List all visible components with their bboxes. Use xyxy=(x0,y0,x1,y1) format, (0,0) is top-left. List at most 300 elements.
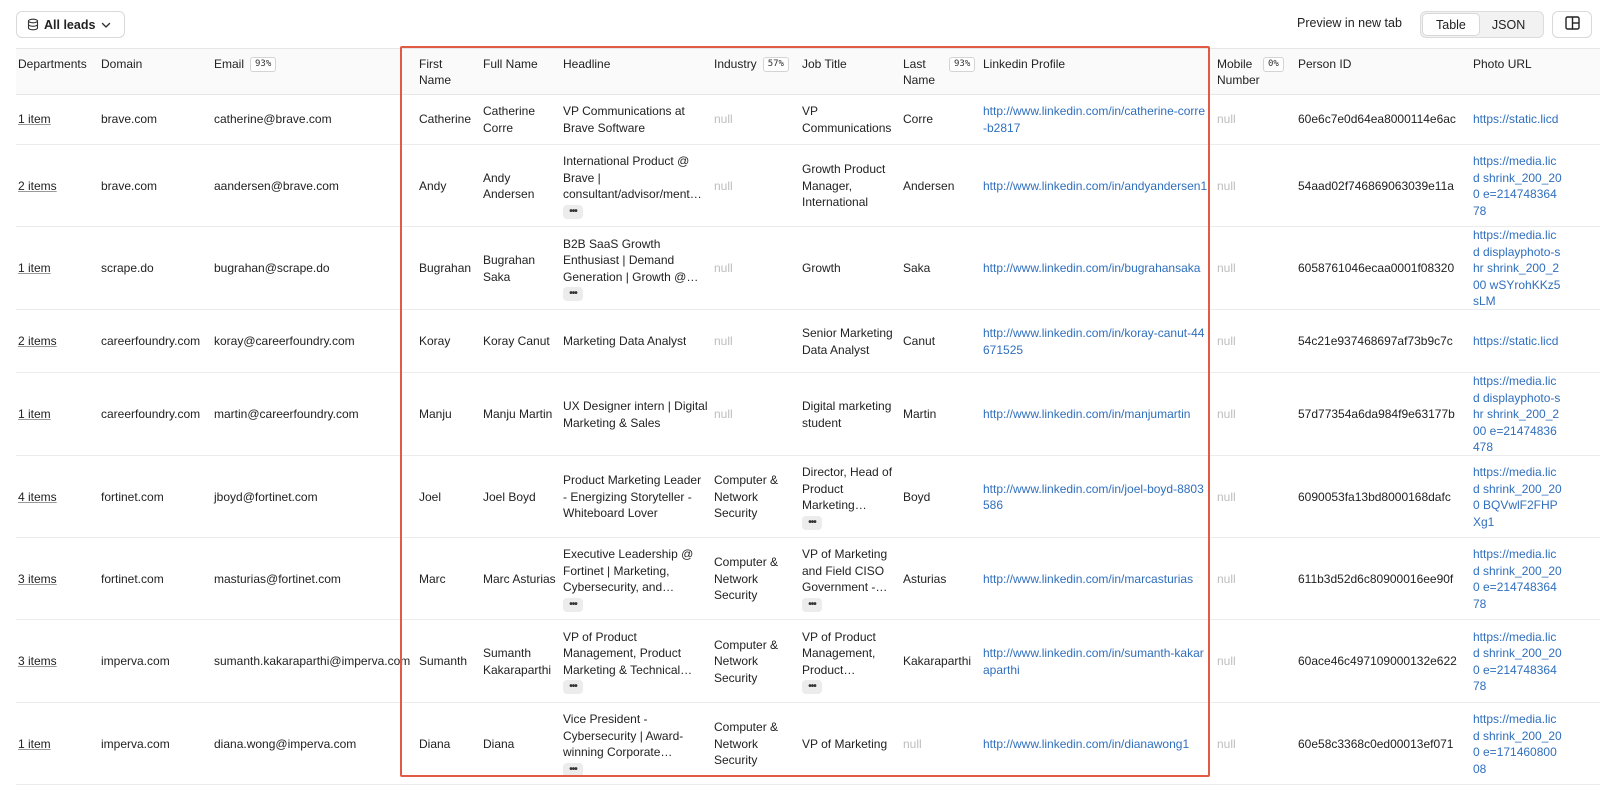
cell-linkedin[interactable] xyxy=(983,703,1208,785)
cell-job-title xyxy=(802,227,897,310)
cell-domain xyxy=(101,227,211,310)
cell-text: http://www.linkedin.com/in/joel-boyd-8803586 xyxy=(983,481,1204,512)
cell-email xyxy=(214,94,414,145)
cell-content xyxy=(563,333,686,350)
cell-email xyxy=(214,620,414,703)
cell-text: https://media.licd shrink_200_200 e=21474836478 xyxy=(1473,547,1562,611)
cell-person-id xyxy=(1298,227,1468,310)
cell-text: martin@careerfoundry.com xyxy=(214,407,359,422)
cell-text: bugrahan@scrape.do xyxy=(214,261,330,276)
cell-content xyxy=(1298,736,1453,753)
cell-text: http://www.linkedin.com/in/andyandersen1 xyxy=(983,178,1208,193)
cell-photo[interactable] xyxy=(1473,456,1600,538)
cell-domain xyxy=(101,94,211,145)
cell-content xyxy=(101,489,164,506)
more-button[interactable]: ••• xyxy=(802,680,822,694)
cell-photo[interactable] xyxy=(1473,94,1600,145)
cell-text: 6090053fa13bd8000168dafc xyxy=(1298,489,1451,504)
cell-content xyxy=(419,111,471,128)
column-header-industry[interactable] xyxy=(714,56,789,72)
cell-last-name xyxy=(903,538,978,620)
cell-mobile xyxy=(1217,620,1292,703)
cell-full-name xyxy=(483,227,558,310)
cell-text: null xyxy=(714,261,733,276)
cell-departments[interactable] xyxy=(18,538,98,620)
cell-content xyxy=(101,178,157,195)
cell-headline xyxy=(563,538,708,620)
cell-content xyxy=(802,260,841,277)
cell-content xyxy=(483,571,556,588)
cell-content xyxy=(1473,546,1563,612)
cell-photo[interactable] xyxy=(1473,373,1600,456)
more-button[interactable]: ••• xyxy=(802,598,822,612)
cell-content xyxy=(714,472,799,522)
cell-text: null xyxy=(714,178,733,193)
cell-content xyxy=(101,260,154,277)
cell-text: 3 items xyxy=(18,571,57,586)
column-header-label: Last Name xyxy=(903,57,936,87)
cell-content xyxy=(18,111,51,128)
cell-linkedin[interactable] xyxy=(983,456,1208,538)
cell-text: 1 item xyxy=(18,407,51,422)
column-header-full-name[interactable] xyxy=(483,56,538,72)
cell-text: Manju xyxy=(419,407,452,422)
cell-text: scrape.do xyxy=(101,261,154,276)
tab-json[interactable]: JSON xyxy=(1491,17,1526,32)
column-header-mobile[interactable] xyxy=(1217,56,1284,88)
column-header-job-title[interactable] xyxy=(802,56,847,72)
column-header-label: Industry xyxy=(714,57,757,71)
cell-content xyxy=(714,260,733,277)
cell-person-id xyxy=(1298,456,1468,538)
cell-headline xyxy=(563,456,708,538)
cell-content xyxy=(563,103,708,136)
cell-person-id xyxy=(1298,703,1468,785)
cell-content xyxy=(903,406,936,423)
cell-text: Director, Head of Product Marketing… xyxy=(802,465,893,513)
cell-first-name xyxy=(419,620,479,703)
preview-in-new-tab-link[interactable]: Preview in new tab xyxy=(1297,16,1402,30)
cell-content xyxy=(101,406,200,423)
cell-full-name xyxy=(483,145,558,227)
cell-text: careerfoundry.com xyxy=(101,334,201,349)
cell-photo[interactable] xyxy=(1473,538,1600,620)
cell-text: UX Designer intern | Digital Marketing & Sales xyxy=(563,399,708,430)
table-row xyxy=(16,703,1600,785)
cell-content xyxy=(483,103,558,136)
cell-departments[interactable] xyxy=(18,227,98,310)
cell-content xyxy=(802,398,897,431)
column-header-first-name[interactable] xyxy=(419,56,467,88)
cell-domain xyxy=(101,620,211,703)
cell-full-name xyxy=(483,703,558,785)
cell-person-id xyxy=(1298,538,1468,620)
cell-last-name xyxy=(903,456,978,538)
cell-full-name xyxy=(483,620,558,703)
cell-text: 57d77354a6da984f9e63177b xyxy=(1298,407,1455,422)
cell-text: Catherine xyxy=(419,112,472,127)
column-header-linkedin[interactable] xyxy=(983,56,1065,72)
column-header-email[interactable] xyxy=(214,56,276,72)
cell-text: https://media.licd shrink_200_200 e=21474836478 xyxy=(1473,154,1562,218)
cell-text: careerfoundry.com xyxy=(101,407,201,422)
table-header xyxy=(16,48,1600,95)
cell-text: VP of Product Management, Product Marketing & Technical… xyxy=(563,629,693,677)
cell-departments[interactable] xyxy=(18,310,98,373)
cell-content xyxy=(18,571,57,588)
cell-content xyxy=(983,325,1208,358)
cell-mobile xyxy=(1217,703,1292,785)
layout-toggle-button[interactable] xyxy=(1552,11,1592,38)
cell-industry xyxy=(714,145,799,227)
cell-linkedin[interactable] xyxy=(983,227,1208,310)
cell-text: Digital marketing student xyxy=(802,399,892,430)
cell-content xyxy=(903,111,933,128)
cell-content xyxy=(802,629,897,695)
cell-content xyxy=(983,481,1208,514)
cell-headline xyxy=(563,145,708,227)
cell-text: Bugrahan Saka xyxy=(483,253,536,284)
cell-text: VP of Marketing and Field CISO Government -… xyxy=(802,547,888,595)
cell-content xyxy=(419,653,467,670)
cell-text: Product Marketing Leader - Energizing Storyteller - Whiteboard Lover xyxy=(563,473,702,521)
cell-full-name xyxy=(483,538,558,620)
cell-headline xyxy=(563,620,708,703)
cell-text: 60e6c7e0d64ea8000114e6ac xyxy=(1298,112,1456,127)
cell-job-title xyxy=(802,538,897,620)
cell-email xyxy=(214,456,414,538)
cell-content xyxy=(1217,260,1236,277)
cell-photo[interactable] xyxy=(1473,227,1600,310)
cell-text: VP Communications at Brave Software xyxy=(563,104,685,135)
all-leads-dropdown[interactable] xyxy=(16,11,125,38)
cell-content xyxy=(101,111,157,128)
cell-text: Joel Boyd xyxy=(483,489,536,504)
cell-headline xyxy=(563,94,708,145)
cell-text: null xyxy=(1217,112,1236,127)
cell-content xyxy=(419,178,446,195)
all-leads-label: All leads xyxy=(44,17,96,32)
cell-text: 60ace46c497109000132e622 xyxy=(1298,654,1457,669)
cell-text: Catherine Corre xyxy=(483,104,536,135)
cell-job-title xyxy=(802,145,897,227)
column-header-label: Domain xyxy=(101,57,143,71)
cell-text: Koray Canut xyxy=(483,334,550,349)
cell-content xyxy=(214,406,359,423)
cell-job-title xyxy=(802,310,897,373)
cell-full-name xyxy=(483,456,558,538)
cell-industry xyxy=(714,373,799,456)
table-row xyxy=(16,620,1600,703)
cell-content xyxy=(18,653,57,670)
cell-content xyxy=(903,333,935,350)
cell-content xyxy=(1473,111,1558,128)
cell-domain xyxy=(101,538,211,620)
cell-text: 1 item xyxy=(18,261,51,276)
cell-content xyxy=(214,571,341,588)
cell-text: http://www.linkedin.com/in/marcasturias xyxy=(983,571,1194,586)
cell-job-title xyxy=(802,456,897,538)
cell-content xyxy=(483,489,536,506)
cell-headline xyxy=(563,373,708,456)
cell-content xyxy=(1298,653,1457,670)
cell-job-title xyxy=(802,373,897,456)
cell-email xyxy=(214,538,414,620)
cell-departments[interactable] xyxy=(18,373,98,456)
cell-content xyxy=(483,333,550,350)
cell-text: Executive Leadership @ Fortinet | Marketing, Cybersecurity, and… xyxy=(563,547,694,595)
cell-text: 60e58c3368c0ed00013ef071 xyxy=(1298,736,1454,751)
cell-text: null xyxy=(1217,261,1236,276)
cell-content xyxy=(214,111,332,128)
cell-last-name xyxy=(903,94,978,145)
cell-content xyxy=(419,333,450,350)
cell-domain xyxy=(101,145,211,227)
cell-domain xyxy=(101,373,211,456)
cell-photo[interactable] xyxy=(1473,145,1600,227)
cell-departments[interactable] xyxy=(18,456,98,538)
cell-text: 4 items xyxy=(18,489,57,504)
cell-text: Asturias xyxy=(903,571,947,586)
cell-text: Andy Andersen xyxy=(483,170,535,201)
cell-text: null xyxy=(1217,178,1236,193)
cell-last-name xyxy=(903,145,978,227)
cell-text: http://www.linkedin.com/in/catherine-corre-b2817 xyxy=(983,104,1206,135)
cell-text: null xyxy=(1217,571,1236,586)
cell-first-name xyxy=(419,456,479,538)
cell-content xyxy=(1298,260,1454,277)
cell-content xyxy=(483,736,514,753)
cell-mobile xyxy=(1217,373,1292,456)
cell-text: masturias@fortinet.com xyxy=(214,571,341,586)
cell-content xyxy=(214,653,410,670)
cell-content xyxy=(1473,711,1563,777)
cell-photo[interactable] xyxy=(1473,620,1600,703)
cell-content xyxy=(802,325,897,358)
cell-person-id xyxy=(1298,373,1468,456)
cell-content xyxy=(483,252,558,285)
cell-text: https://media.licd shrink_200_200 e=21474836478 xyxy=(1473,629,1562,693)
table-row xyxy=(16,456,1600,538)
cell-content xyxy=(101,653,170,670)
cell-content xyxy=(563,398,708,431)
tab-table[interactable]: Table xyxy=(1423,14,1479,35)
cell-content xyxy=(983,103,1208,136)
column-header-domain[interactable] xyxy=(101,56,142,72)
cell-email xyxy=(214,310,414,373)
more-button[interactable]: ••• xyxy=(563,598,583,612)
cell-text: Marketing Data Analyst xyxy=(563,334,687,349)
cell-text: VP of Marketing xyxy=(802,736,888,751)
cell-email xyxy=(214,373,414,456)
cell-text: null xyxy=(1217,334,1236,349)
cell-email xyxy=(214,227,414,310)
cell-departments[interactable] xyxy=(18,620,98,703)
cell-content xyxy=(983,645,1208,678)
cell-text: null xyxy=(714,112,733,127)
cell-content xyxy=(983,260,1200,277)
cell-text: Martin xyxy=(903,407,937,422)
cell-first-name xyxy=(419,310,479,373)
cell-content xyxy=(1298,111,1456,128)
column-header-headline[interactable] xyxy=(563,56,610,72)
cell-mobile xyxy=(1217,94,1292,145)
cell-mobile xyxy=(1217,310,1292,373)
cell-content xyxy=(714,333,733,350)
cell-linkedin[interactable] xyxy=(983,310,1208,373)
cell-industry xyxy=(714,94,799,145)
cell-content xyxy=(419,736,450,753)
table-row xyxy=(16,373,1600,456)
cell-content xyxy=(714,406,733,423)
cell-content xyxy=(1298,333,1453,350)
table-row xyxy=(16,94,1600,145)
cell-departments[interactable] xyxy=(18,703,98,785)
cell-departments[interactable] xyxy=(18,145,98,227)
cell-text: catherine@brave.com xyxy=(214,112,332,127)
column-header-person-id[interactable] xyxy=(1298,56,1351,72)
cell-full-name xyxy=(483,373,558,456)
cell-text: https://media.licd shrink_200_200 e=17146080008 xyxy=(1473,712,1562,776)
cell-content xyxy=(18,260,51,277)
cell-content xyxy=(563,629,708,695)
cell-text: 6058761046ecaa0001f08320 xyxy=(1298,261,1455,276)
cell-mobile xyxy=(1217,145,1292,227)
cell-linkedin[interactable] xyxy=(983,620,1208,703)
cell-content xyxy=(983,406,1190,423)
cell-first-name xyxy=(419,703,479,785)
column-header-label: Mobile Number xyxy=(1217,57,1260,87)
cell-content xyxy=(18,406,51,423)
cell-text: brave.com xyxy=(101,112,158,127)
cell-email xyxy=(214,703,414,785)
cell-mobile xyxy=(1217,227,1292,310)
cell-linkedin[interactable] xyxy=(983,145,1208,227)
cell-content xyxy=(101,333,200,350)
cell-text: 3 items xyxy=(18,654,57,669)
cell-content xyxy=(1217,571,1236,588)
column-header-photo[interactable] xyxy=(1473,56,1532,72)
cell-text: Sumanth Kakaraparthi xyxy=(483,646,552,677)
cell-industry xyxy=(714,456,799,538)
cell-text: Growth xyxy=(802,261,841,276)
cell-photo[interactable] xyxy=(1473,703,1600,785)
cell-content xyxy=(802,736,887,753)
cell-last-name xyxy=(903,620,978,703)
cell-email xyxy=(214,145,414,227)
cell-text: null xyxy=(1217,489,1236,504)
toolbar xyxy=(0,0,1600,48)
cell-content xyxy=(802,161,897,211)
cell-linkedin[interactable] xyxy=(983,94,1208,145)
more-button[interactable]: ••• xyxy=(563,205,583,219)
cell-content xyxy=(903,571,946,588)
cell-content xyxy=(214,178,339,195)
cell-last-name xyxy=(903,310,978,373)
cell-content xyxy=(1473,227,1563,310)
cell-content xyxy=(802,103,897,136)
more-button[interactable]: ••• xyxy=(563,763,583,777)
cell-text: Diana xyxy=(419,736,451,751)
column-header-label: Linkedin Profile xyxy=(983,57,1066,71)
cell-text: http://www.linkedin.com/in/dianawong1 xyxy=(983,736,1190,751)
cell-text: https://static.licd xyxy=(1473,334,1559,349)
cell-job-title xyxy=(802,703,897,785)
cell-content xyxy=(903,736,922,753)
cell-text: koray@careerfoundry.com xyxy=(214,334,355,349)
cell-text: jboyd@fortinet.com xyxy=(214,489,318,504)
more-button[interactable]: ••• xyxy=(563,287,583,301)
cell-content xyxy=(802,546,897,612)
cell-headline xyxy=(563,227,708,310)
column-header-last-name[interactable] xyxy=(903,56,975,88)
cell-content xyxy=(1298,178,1454,195)
database-icon xyxy=(27,18,39,31)
cell-content xyxy=(214,260,330,277)
cell-industry xyxy=(714,227,799,310)
cell-text: Joel xyxy=(419,489,442,504)
cell-content xyxy=(1217,333,1236,350)
cell-linkedin[interactable] xyxy=(983,538,1208,620)
cell-text: fortinet.com xyxy=(101,489,164,504)
cell-text: Computer & Network Security xyxy=(714,555,779,603)
cell-departments[interactable] xyxy=(18,94,98,145)
cell-content xyxy=(1217,111,1236,128)
table-row xyxy=(16,310,1600,373)
fill-rate-badge: 93% xyxy=(949,57,975,72)
cell-text: Computer & Network Security xyxy=(714,720,779,768)
more-button[interactable]: ••• xyxy=(563,680,583,694)
cell-industry xyxy=(714,620,799,703)
cell-content xyxy=(1473,333,1558,350)
cell-text: Kakaraparthi xyxy=(903,654,972,669)
cell-text: null xyxy=(714,334,733,349)
cell-text: https://media.licd displayphoto-shr shrink_200_200 e=21474836478 xyxy=(1473,374,1561,455)
column-header-label: Photo URL xyxy=(1473,57,1532,71)
column-header-label: Headline xyxy=(563,57,611,71)
table-row xyxy=(16,227,1600,310)
cell-text: Boyd xyxy=(903,489,931,504)
cell-text: null xyxy=(903,736,922,751)
cell-text: International Product @ Brave | consultant/advisor/ment… xyxy=(563,154,702,202)
more-button[interactable]: ••• xyxy=(802,516,822,530)
cell-first-name xyxy=(419,373,479,456)
cell-text: diana.wong@imperva.com xyxy=(214,736,357,751)
cell-content xyxy=(1298,571,1453,588)
cell-content xyxy=(983,178,1207,195)
cell-text: Sumanth xyxy=(419,654,468,669)
cell-text: https://static.licd xyxy=(1473,112,1559,127)
cell-text: imperva.com xyxy=(101,654,170,669)
cell-content xyxy=(563,153,708,219)
cell-content xyxy=(101,736,170,753)
cell-content xyxy=(802,464,897,530)
cell-content xyxy=(1473,629,1563,695)
cell-text: Computer & Network Security xyxy=(714,473,779,521)
cell-text: null xyxy=(1217,654,1236,669)
cell-content xyxy=(419,260,471,277)
cell-content xyxy=(563,711,708,777)
view-toggle xyxy=(1420,11,1544,38)
cell-text: B2B SaaS Growth Enthusiast | Demand Generation | Growth @… xyxy=(563,236,699,284)
column-header-departments[interactable] xyxy=(18,56,87,72)
cell-linkedin[interactable] xyxy=(983,373,1208,456)
column-header-label: Person ID xyxy=(1298,57,1352,71)
cell-content xyxy=(903,489,930,506)
cell-photo[interactable] xyxy=(1473,310,1600,373)
fill-rate-badge: 57% xyxy=(763,57,789,72)
cell-text: 2 items xyxy=(18,334,57,349)
